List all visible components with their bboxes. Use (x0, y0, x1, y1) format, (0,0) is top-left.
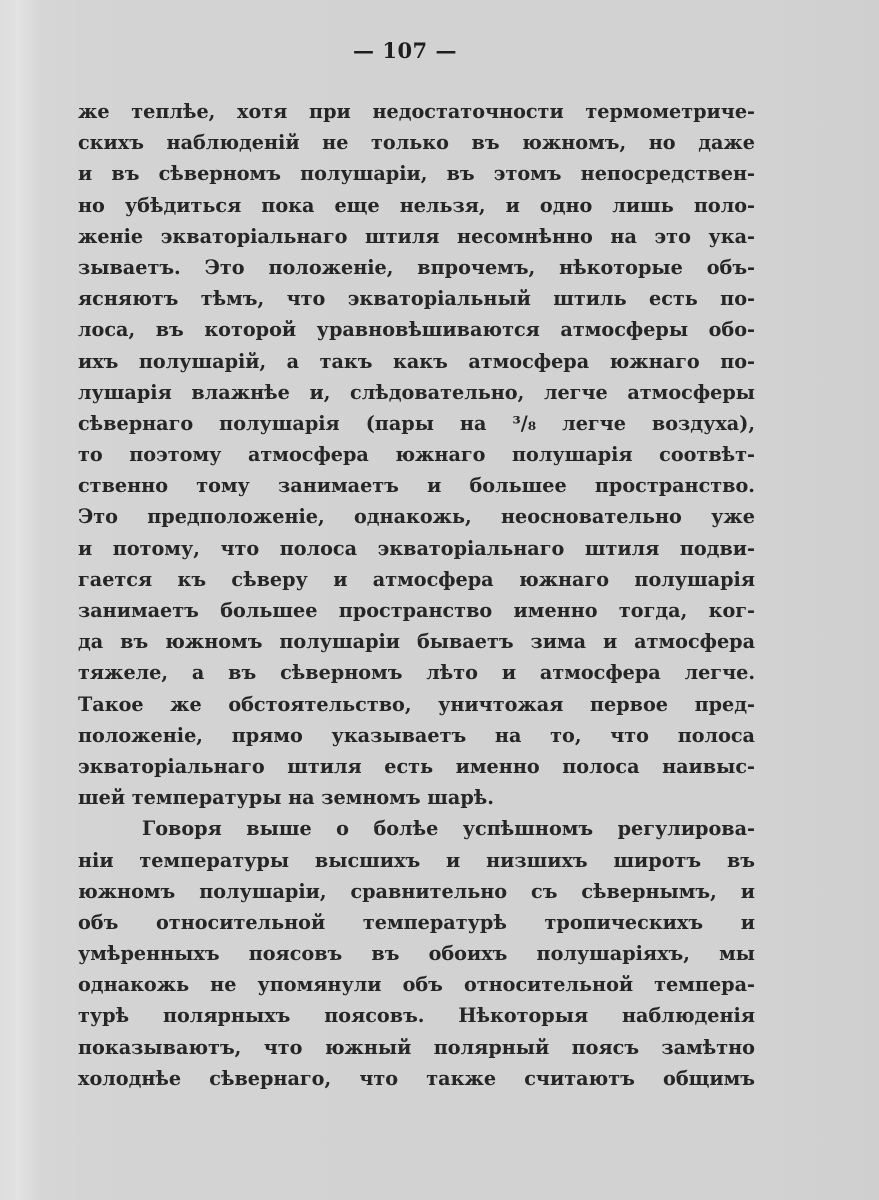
text-line: скихъ наблюденій не только въ южномъ, но даже (78, 131, 755, 155)
text-line: умѣренныхъ поясовъ въ обоихъ полушаріяхъ, мы (78, 942, 755, 966)
text-line: сѣвернаго полушарія (пары на ³/₈ легче воздуха), (78, 411, 755, 435)
text-line: и потому, что полоса экваторіальнаго штиля подви- (78, 536, 755, 560)
text-line: Говоря выше о болѣе успѣшномъ регулирова- (142, 817, 755, 841)
text-line: экваторіальнаго штиля есть именно полоса наивыс- (78, 754, 755, 778)
text-line: южномъ полушаріи, сравнительно съ сѣвернымъ, и (78, 879, 755, 903)
body-text (78, 96, 755, 1094)
text-line: ственно тому занимаетъ и большее пространство. (78, 474, 755, 498)
text-line: ясняютъ тѣмъ, что экваторіальный штиль есть по- (78, 287, 755, 311)
text-line: ніи температуры высшихъ и низшихъ широтъ въ (78, 848, 755, 872)
text-line: занимаетъ большее пространство именно тогда, ког- (78, 599, 755, 622)
paragraph-2 (78, 813, 755, 1094)
text-line: шей температуры на земномъ шарѣ. (78, 786, 494, 810)
text-line: ихъ полушарій, а такъ какъ атмосфера южнаго по- (78, 349, 755, 373)
text-line: Такое же обстоятельство, уничтожая первое пред- (78, 692, 755, 716)
text-line: холоднѣе сѣвернаго, что также считаютъ общимъ (78, 1066, 755, 1090)
text-line: положеніе, прямо указываетъ на то, что полоса (78, 723, 755, 747)
text-line: то поэтому атмосфера южнаго полушарія соотвѣт- (78, 443, 755, 467)
text-line: но убѣдиться пока еще нельзя, и одно лишь поло- (78, 193, 755, 217)
text-line: объ относительной температурѣ тропическихъ и (78, 910, 755, 934)
text-line: показываютъ, что южный полярный поясъ замѣтно (78, 1035, 755, 1059)
text-line: же теплѣе, хотя при недостаточности термометриче- (78, 100, 755, 123)
text-line: и въ сѣверномъ полушаріи, въ этомъ непосредствен- (78, 162, 755, 186)
paragraph-1 (78, 96, 755, 813)
text-line: гается къ сѣверу и атмосфера южнаго полушарія (78, 567, 755, 591)
text-line: зываетъ. Это положеніе, впрочемъ, нѣкоторые объ- (78, 255, 755, 279)
text-line: лушарія влажнѣе и, слѣдовательно, легче атмосферы (78, 380, 755, 404)
text-line: однакожь не упомянули объ относительной темпера- (78, 973, 755, 997)
text-line: турѣ полярныхъ поясовъ. Нѣкоторыя наблюденія (78, 1004, 755, 1028)
text-line: да въ южномъ полушаріи бываетъ зима и атмосфера (78, 630, 755, 654)
text-line: женіе экваторіальнаго штиля несомнѣнно на это ука- (78, 224, 755, 248)
text-line: лоса, въ которой уравновѣшиваются атмосферы обо- (78, 318, 755, 342)
text-line: тяжеле, а въ сѣверномъ лѣто и атмосфера легче. (78, 661, 755, 685)
text-line: Это предположеніе, однакожь, неосновательно уже (78, 505, 755, 529)
page-number: — 107 — (353, 38, 457, 63)
